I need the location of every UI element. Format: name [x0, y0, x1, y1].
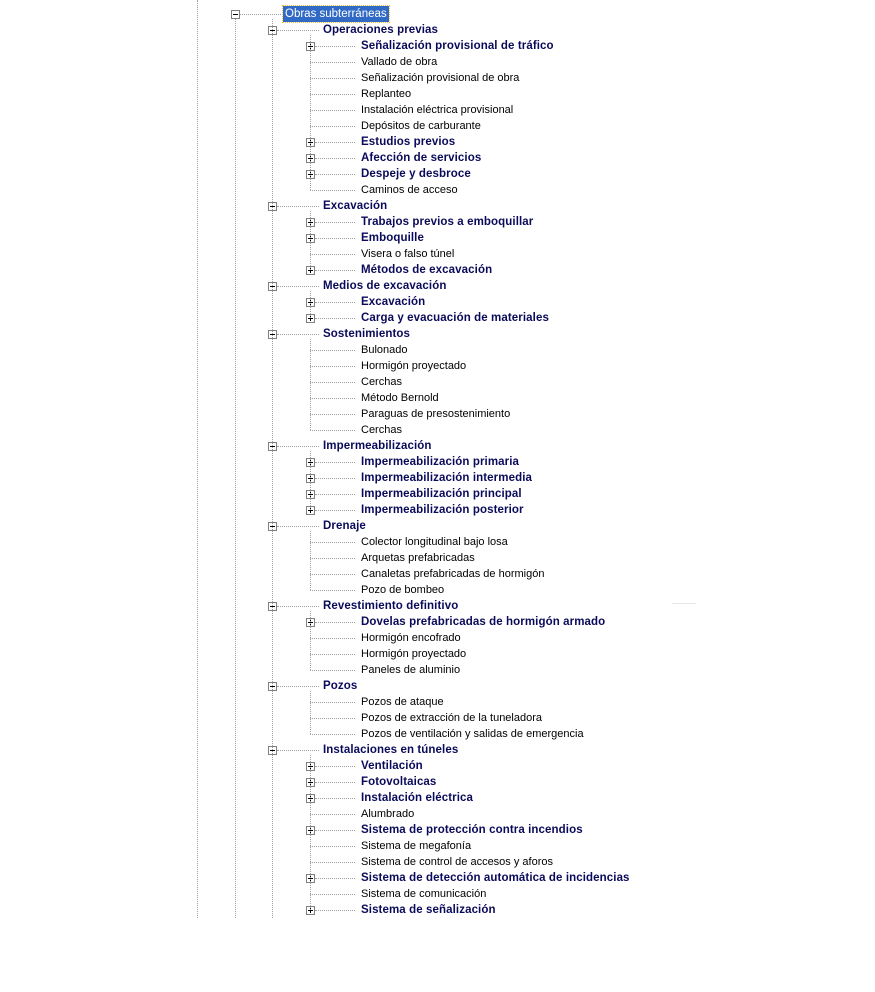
tree-node-group[interactable]: Dovelas prefabricadas de hormigón armado	[361, 616, 606, 628]
tree-connector-line	[315, 270, 355, 271]
tree-connector-line	[310, 211, 311, 270]
tree-node-group[interactable]: Sistema de protección contra incendios	[361, 824, 583, 836]
tree-connector-line	[310, 35, 311, 190]
tree-node-category[interactable]: Excavación	[323, 200, 388, 212]
tree-connector-line	[315, 798, 355, 799]
tree-node-category[interactable]: Impermeabilización	[323, 440, 432, 452]
tree-node-leaf[interactable]: Pozos de extracción de la tuneladora	[361, 712, 543, 724]
tree-connector-line	[277, 446, 319, 447]
tree-node-root[interactable]: Obras subterráneas	[285, 8, 387, 20]
tree-node-group[interactable]: Impermeabilización primaria	[361, 456, 520, 468]
tree-node-group[interactable]: Impermeabilización posterior	[361, 504, 524, 516]
tree-node-leaf[interactable]: Paneles de aluminio	[361, 664, 461, 676]
tree-node-leaf[interactable]: Hormigón proyectado	[361, 648, 467, 660]
tree-connector-line	[310, 574, 355, 575]
tree-connector-line	[310, 451, 311, 510]
tree-connector-line	[310, 382, 355, 383]
tree-connector-line	[310, 670, 355, 671]
tree-connector-line	[277, 526, 319, 527]
tree-node-leaf[interactable]: Hormigón proyectado	[361, 360, 467, 372]
tree-node-leaf[interactable]: Bulonado	[361, 344, 408, 356]
tree-connector-line	[315, 782, 355, 783]
tree-connector-line	[315, 238, 355, 239]
tree-connector-line	[310, 542, 355, 543]
tree-connector-line	[310, 846, 355, 847]
tree-connector-line	[315, 830, 355, 831]
tree-connector-line	[310, 718, 355, 719]
tree-node-leaf[interactable]: Alumbrado	[361, 808, 415, 820]
tree-connector-line	[315, 174, 355, 175]
tree-node-leaf[interactable]: Pozos de ventilación y salidas de emergencia	[361, 728, 584, 740]
tree-node-group[interactable]: Despeje y desbroce	[361, 168, 471, 180]
tree-connector-line	[277, 206, 319, 207]
tree-node-leaf[interactable]: Depósitos de carburante	[361, 120, 481, 132]
tree-connector-line	[310, 691, 311, 734]
tree-connector-line	[315, 46, 355, 47]
tree-connector-line	[277, 686, 319, 687]
tree-node-group[interactable]: Trabajos previos a emboquillar	[361, 216, 534, 228]
tree-node-leaf[interactable]: Caminos de acceso	[361, 184, 458, 196]
tree-node-group[interactable]: Sistema de señalización	[361, 904, 496, 916]
tree-node-group[interactable]: Carga y evacuación de materiales	[361, 312, 549, 324]
tree-connector-line	[310, 110, 355, 111]
tree-connector-line	[277, 286, 319, 287]
tree-node-group[interactable]: Instalación eléctrica	[361, 792, 474, 804]
tree-node-leaf[interactable]: Hormigón encofrado	[361, 632, 461, 644]
tree-node-group[interactable]: Impermeabilización intermedia	[361, 472, 532, 484]
tree-node-leaf[interactable]: Paraguas de presostenimiento	[361, 408, 511, 420]
tree-node-leaf[interactable]: Arquetas prefabricadas	[361, 552, 475, 564]
tree-connector-line	[310, 894, 355, 895]
tree-connector-line	[277, 750, 319, 751]
tree-node-category[interactable]: Sostenimientos	[323, 328, 411, 340]
tree-connector-line	[310, 350, 355, 351]
tree-connector-line	[310, 862, 355, 863]
tree-connector-line	[315, 302, 355, 303]
tree-connector-line	[310, 734, 355, 735]
tree-node-category[interactable]: Drenaje	[323, 520, 366, 532]
tree-node-category[interactable]: Pozos	[323, 680, 358, 692]
tree-node-leaf[interactable]: Señalización provisional de obra	[361, 72, 520, 84]
tree-connector-line	[310, 531, 311, 590]
tree-connector-line	[310, 339, 311, 430]
tree-node-leaf[interactable]: Cerchas	[361, 424, 402, 436]
tree-connector-line	[315, 766, 355, 767]
tree-connector-line	[277, 334, 319, 335]
tree-node-leaf[interactable]: Sistema de comunicación	[361, 888, 487, 900]
tree-node-leaf[interactable]: Pozos de ataque	[361, 696, 444, 708]
tree-connector-line	[310, 638, 355, 639]
tree-node-group[interactable]: Afección de servicios	[361, 152, 482, 164]
tree-connector-line	[315, 142, 355, 143]
tree-connector-line	[310, 190, 355, 191]
tree-connector-line	[277, 30, 319, 31]
tree-node-group[interactable]: Ventilación	[361, 760, 423, 772]
tree-connector-line	[315, 158, 355, 159]
tree-connector-line	[310, 611, 311, 670]
tree-connector-line	[315, 622, 355, 623]
tree-node-leaf[interactable]: Vallado de obra	[361, 56, 438, 68]
tree-node-leaf[interactable]: Visera o falso túnel	[361, 248, 455, 260]
tree-node-group[interactable]: Sistema de detección automática de incidencias	[361, 872, 630, 884]
tree-connector-line	[315, 910, 355, 911]
tree-node-group[interactable]: Emboquille	[361, 232, 424, 244]
tree-node-category[interactable]: Instalaciones en túneles	[323, 744, 459, 756]
tree-node-group[interactable]: Señalización provisional de tráfico	[361, 40, 554, 52]
divider	[672, 603, 696, 604]
tree-node-leaf[interactable]: Colector longitudinal bajo losa	[361, 536, 508, 548]
tree-connector-line	[235, 19, 236, 918]
tree-connector-line	[310, 702, 355, 703]
tree-node-leaf[interactable]: Canaletas prefabricadas de hormigón	[361, 568, 545, 580]
tree-node-leaf[interactable]: Sistema de control de accesos y aforos	[361, 856, 553, 868]
tree-connector-line	[240, 14, 281, 15]
tree-node-category[interactable]: Revestimiento definitivo	[323, 600, 459, 612]
tree-node-category[interactable]: Medios de excavación	[323, 280, 447, 292]
tree-connector-line	[315, 222, 355, 223]
tree-connector-line	[310, 590, 355, 591]
tree-connector-line	[310, 291, 311, 318]
tree-connector-line	[315, 494, 355, 495]
tree-connector-line	[315, 878, 355, 879]
tree-connector-line	[315, 478, 355, 479]
tree-connector-line	[310, 62, 355, 63]
tree-connector-line	[310, 814, 355, 815]
tree-node-leaf[interactable]: Pozo de bombeo	[361, 584, 445, 596]
tree-connector-line	[277, 606, 319, 607]
tree-node-category[interactable]: Operaciones previas	[323, 24, 439, 36]
tree-node-group[interactable]: Excavación	[361, 296, 426, 308]
tree-node-leaf[interactable]: Método Bernold	[361, 392, 439, 404]
tree-connector-line	[310, 366, 355, 367]
tree-connector-line	[310, 398, 355, 399]
tree-connector-line	[310, 654, 355, 655]
tree-connector-line	[315, 462, 355, 463]
tree-connector-line	[310, 558, 355, 559]
tree-connector-line	[310, 755, 311, 910]
tree-connector-line	[310, 94, 355, 95]
tree-node-leaf[interactable]: Cerchas	[361, 376, 402, 388]
tree-node-group[interactable]: Impermeabilización principal	[361, 488, 522, 500]
tree-connector-line	[315, 318, 355, 319]
minus-box-icon[interactable]	[231, 10, 240, 19]
tree-connector-line	[310, 254, 355, 255]
tree-node-leaf[interactable]: Sistema de megafonía	[361, 840, 472, 852]
tree-connector-line	[272, 19, 273, 918]
tree-node-leaf[interactable]: Instalación eléctrica provisional	[361, 104, 514, 116]
tree-node-group[interactable]: Fotovoltaicas	[361, 776, 437, 788]
tree-connector-line	[310, 414, 355, 415]
tree-node-leaf[interactable]: Replanteo	[361, 88, 412, 100]
tree-connector-line	[315, 510, 355, 511]
tree-connector-line	[310, 430, 355, 431]
tree-connector-line	[310, 78, 355, 79]
tree-node-group[interactable]: Métodos de excavación	[361, 264, 493, 276]
tree-connector-line	[197, 0, 198, 918]
tree-connector-line	[310, 126, 355, 127]
tree-node-group[interactable]: Estudios previos	[361, 136, 456, 148]
